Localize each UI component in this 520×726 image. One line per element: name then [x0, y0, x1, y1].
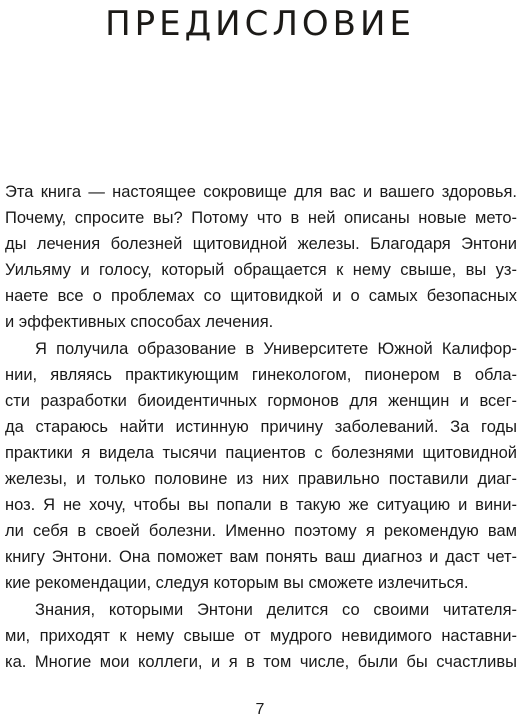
- text-line: наете все о проблемах со щитовидкой и о самых безопасных: [5, 287, 517, 306]
- text-line: Я получила образование в Университете Южной Калифор-: [35, 339, 517, 358]
- text-line: Уильяму и голосу, который обращается к нему свыше, вы уз-: [5, 261, 517, 280]
- text-line: кие рекомендации, следуя которым вы сможете излечиться.: [5, 574, 469, 593]
- text-line: Эта книга — настоящее сокровище для вас и вашего здоровья.: [5, 183, 517, 201]
- text-line: ка. Многие мои коллеги, и я в том числе, были бы счастливы: [5, 652, 517, 671]
- text-line: железы, и только половине из них правильно поставили диаг-: [5, 470, 517, 489]
- text-line: ды лечения болезней щитовидной железы. Благодаря Энтони: [5, 235, 517, 254]
- text-line: ноз. Я не хочу, чтобы вы попали в такую же ситуацию и вини-: [5, 496, 517, 515]
- text-line: сти разработки биоидентичных гормонов для женщин и всег-: [5, 391, 517, 410]
- text-line: ми, приходят к нему свыше от мудрого невидимого наставни-: [5, 626, 517, 645]
- text-line: и эффективных способах лечения.: [5, 313, 274, 332]
- text-line: Знания, которыми Энтони делится со своими читателя-: [35, 600, 517, 619]
- text-line: Почему, спросите вы? Потому что в ней описаны новые мето-: [5, 209, 517, 228]
- body-text: [5, 179, 517, 675]
- text-line: практики я видела тысячи пациентов с болезнями щитовидной: [5, 443, 517, 462]
- page-title: ПРЕДИСЛОВИЕ: [105, 4, 415, 44]
- text-line: да стараюсь найти истинную причину заболеваний. За годы: [5, 417, 517, 436]
- text-line: книгу Энтони. Она поможет вам понять ваш диагноз и даст чет-: [5, 548, 517, 567]
- text-line: ли себя в своей болезни. Именно поэтому я рекомендую вам: [5, 522, 517, 541]
- page-number: 7: [255, 701, 265, 718]
- text-line: нии, являясь практикующим гинекологом, пионером в обла-: [5, 365, 517, 384]
